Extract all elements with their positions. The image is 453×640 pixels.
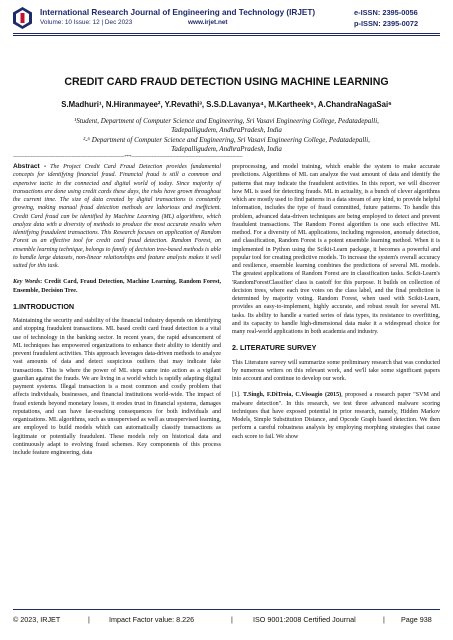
introduction-heading: 1.INTRODUCTION: [13, 301, 75, 311]
reference-1-authors: T.Singh, F.DiTroia, C.Vissagio (2015): [243, 392, 342, 399]
affiliation-1-line-2: Tadepalligudem, AndhraPradesh, India: [171, 126, 282, 134]
abstract-text: The Project Credit Card Fraud Detection provides fundamental concepts for identifying financial fraud. Financial fraud is still a common and expensive tactic in the connected and digital world of today. Since majority of transactions are done using credit cards these days, the risks have grown throughout the current time. The size of data created by digital transactions is constantly growing, making manual fraud detection methods are laborious and inefficient. Credit Card fraud can be identified by Machine Learning (ML) algorithms, which analyze data with a diversity of methods to produce the most accurate results when identifying fraudulent transactions. This Research focuses on application of Random Forest as an effective tool for credit card fraud detection. Random Forest, an ensemble learning technique, belongs to family of decision tree-based methods is able to handle large datasets, non-linear relationships and feature analysis makes it well suited for this task.: [13, 164, 222, 269]
irjet-logo-icon: [13, 7, 32, 29]
left-column: [13, 163, 221, 461]
reference-1: [232, 391, 440, 441]
header-rule: [13, 33, 440, 34]
e-issn: e-ISSN: 2395-0056: [354, 8, 418, 17]
reference-1-text: , proposed a research paper "SVM and malware detection". In this research, we test three advanced malware scoring techniques that have exposed potential in prior research, namely, Hidden Markov Models, Simple Substitution Distance, and Opcode Graph based detection. We then perform a careful robustness analysis by employing morphing strategies that cause each score to fail. We show: [232, 392, 441, 440]
footer-iso-certification: ISO 9001:2008 Certified Journal: [253, 615, 356, 624]
header-rule-secondary: [13, 35, 440, 36]
keywords: [13, 278, 221, 295]
journal-header: [0, 0, 453, 40]
introduction-text: Maintaining the security and stability of the financial industry depends on identifying and stopping fraudulent transactions. ML based credit card fraud detection is a vital use of technology in the banking sector. In recent years, the rapid advancement of ML techniques has empowered organizations to enhance their ability to identify and prevent fraudulent activities. This approach leverages data-driven methods to analyze vast amounts of data and detect suspicious outliers that may indicate fake transactions. This is where the power of ML steps came into action as a vigilant guardian against the frauds. We are living in a world which is rapidly adapting digital payment systems. Illegal transaction is a most common and costly problem that affects individuals, businesses, and financial institutions world-wide. The impact of fraud extends beyond monetary losses, it erodes trust in financial systems, damages reputations, and can have far-reaching consequences for both individuals and organizations. ML algorithms, such as unsupervised as well as unsupervised learning, are employed to build models which can automatically classify transactions as legitimate or potentially fraudulent. These models rely on historical data and continuously adapt to evolving fraud schemes. Key components of this process include feature engineering, data: [13, 318, 221, 456]
literature-survey-intro: This Literature survey will summarize some preliminary research that was conducted by numerous writers on this relevant work, and we'll take some significant papers into account and continue to develop our work.: [232, 359, 440, 382]
section-separator: ----------------------------------------------------------------------------***----------------------------------------------------------------------------: [13, 155, 243, 160]
p-issn: p-ISSN: 2395-0072: [354, 19, 419, 28]
affiliation-2-line-2: Tadepalligudem, AndhraPradesh, India: [171, 145, 282, 153]
footer-divider-3: |: [383, 615, 385, 624]
journal-website[interactable]: www.irjet.net: [188, 19, 228, 26]
literature-survey-heading: 2. LITERATURE SURVEY: [232, 343, 317, 353]
footer-copyright: © 2023, IRJET: [13, 615, 61, 624]
volume-issue: [40, 19, 228, 26]
abstract: [13, 163, 221, 270]
paper-title: CREDIT CARD FRAUD DETECTION USING MACHINE LEARNING: [64, 76, 389, 88]
affiliation-2-line-1: ²-⁶ Department of Computer Science and Engineering, Sri Vasavi Engineering College, Pedatadepalli,: [83, 136, 370, 144]
paper-authors: S.Madhuri¹, N.Hiranmayee², Y.Revathi³, S.S.D.Lavanya⁴, M.Kartheek⁵, A.ChandraNagaSai⁶: [61, 100, 392, 109]
journal-name: International Research Journal of Engineering and Technology (IRJET): [40, 8, 316, 17]
right-column: [232, 163, 440, 449]
footer-rule: [13, 609, 440, 610]
footer-divider-1: |: [88, 615, 90, 624]
footer-impact-factor: Impact Factor value: 8.226: [109, 615, 195, 624]
keywords-text: : Credit Card, Fraud Detection, Machine Learning, Random Forest, Ensemble, Decision Tree.: [13, 279, 221, 294]
footer-page-number: Page 938: [401, 615, 432, 624]
footer-divider-2: |: [231, 615, 233, 624]
abstract-label: Abstract -: [13, 163, 47, 170]
introduction-continued: preprocessing, and model training, which enable the system to make accurate predictions. Algorithms of ML can analyze the vast amount of data and identify the patterns that may indicate the fraudulent activities. In this report, we will discover how ML is used for detecting frauds. ML in actuality, is a bunch of clever algorithms which are mostly used to find patterns in a data stream of any kind, to provide helpful information, includes the type of fraud committed, future patterns. To handle this problem, advanced data-driven techniques are being employed to detect and prevent fraudulent transactions. The Random Forest algorithm is one such effective ML method. For a diversity of ML applications, including regression, anomaly detection, and classification, Random Forest is a potent ensemble learning method. When it is implemented in Python using the Scikit-Learn package, it becomes a powerful and popular tool for creating predictive models. To increase the system's overall accuracy and resilience, ensemble learning combines the predictions of several ML models. The greatest applications of Random Forest are in classification tasks. Scikit-Learn's 'RandomForestClassifier' class is castoff for this purpose. It builds on collection of decision trees, where each tree votes on the class label, and the final prediction is determined by majority voting. Random Forest, when used with Scikit-Learn, provides an easy-to-implement, highly accurate, and robust result for several ML tasks. Its ability to handle a varied series of data types, its resistance to overfitting, and its capacity to handle high-dimensional data make it a widespread choice for many real-world applications in both academia and industry.: [232, 164, 440, 335]
keywords-label: Key Words: [13, 279, 41, 286]
volume-issue-text: Volume: 10 Issue: 12 | Dec 2023: [40, 19, 133, 26]
reference-1-number: [1].: [232, 392, 241, 399]
affiliation-1-line-1: ¹Student, Department of Computer Science and Engineering, Sri Vasavi Engineering College, Pedatadepalli,: [74, 117, 379, 125]
